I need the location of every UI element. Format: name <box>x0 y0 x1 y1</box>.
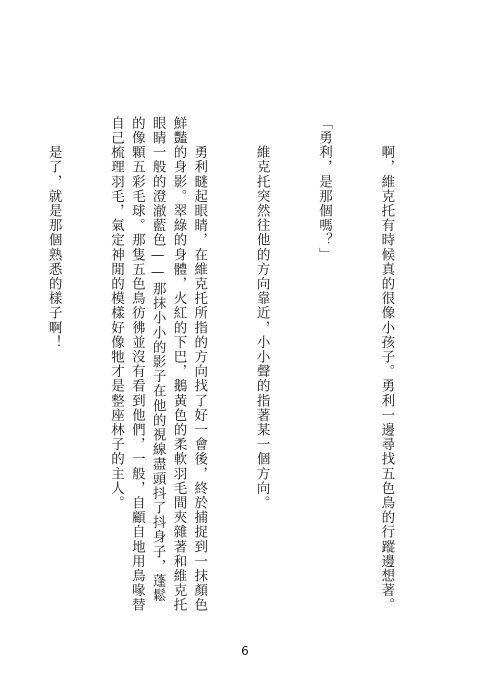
paragraph: 啊，維克托有時候真的很像小孩子。勇利一邊尋找五色鳥的行蹤邊想著。 <box>378 116 395 613</box>
paragraph: 是了，就是那個熟悉的樣子啊！ <box>45 116 62 350</box>
paragraph: 勇利瞇起眼睛，在維克托所指的方向找了好一會後，終於捕捉到一抹顏色鮮豔的身影。翠綠的身體，火紅的下巴，鵝黃色的柔軟羽毛間夾雜著和維克托眼睛一般的澄澈藍色——那抹小小的影子在他的視線盡頭抖了抖身子，蓬鬆的像顆五彩毛球。那隻五色鳥彷彿並沒有看到他們，一般，自顧自地用鳥喙替自己梳理羽毛，氣定神閒的模樣好像牠才是整座林子的主人。 <box>108 116 208 613</box>
paragraph: 維克托突然往他的方向靠近，小小聲的指著某一個方向。 <box>253 116 270 511</box>
vertical-text-block <box>38 116 438 614</box>
paragraph: 「勇利，是那個嗎？」 <box>316 116 333 262</box>
page-number: 6 <box>241 644 249 658</box>
